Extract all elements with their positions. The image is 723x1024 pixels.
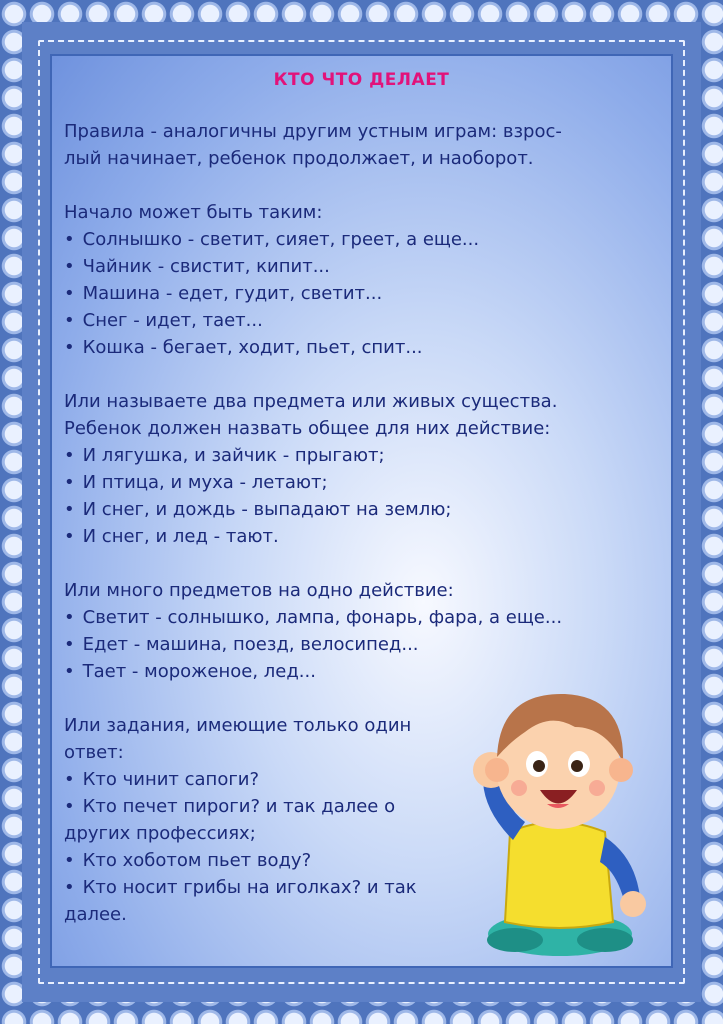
list-item: • Кошка - бегает, ходит, пьет, спит... <box>64 334 664 361</box>
section2-heading: Или называете два предмета или живых существа. <box>64 391 558 412</box>
list-item-continuation: других профессиях; <box>64 823 256 844</box>
section2-heading: Ребенок должен назвать общее для них действие: <box>64 418 551 439</box>
list-item: • Светит - солнышко, лампа, фонарь, фара, а еще... <box>64 604 664 631</box>
list-item: • Кто хоботом пьет воду? <box>64 847 484 874</box>
intro-line: лый начинает, ребенок продолжает, и наоборот. <box>64 148 534 169</box>
section4-heading: ответ: <box>64 742 124 763</box>
list-item: • Машина - едет, гудит, светит... <box>64 280 664 307</box>
page-title: КТО ЧТО ДЕЛАЕТ <box>273 70 450 90</box>
list-item: • Чайник - свистит, кипит... <box>64 253 664 280</box>
list-item: • И птица, и муха - летают; <box>64 469 664 496</box>
list-item: • И лягушка, и зайчик - прыгают; <box>64 442 664 469</box>
section1-heading: Начало может быть таким: <box>64 202 323 223</box>
list-item: • Тает - мороженое, лед... <box>64 658 664 685</box>
list-item: • И снег, и лед - тают. <box>64 523 664 550</box>
list-item: • Солнышко - светит, сияет, греет, а еще... <box>64 226 664 253</box>
list-item-continuation: далее. <box>64 904 127 925</box>
list-item: • Кто носит грибы на иголках? и так <box>64 874 484 901</box>
waving-boy-illustration <box>455 672 655 962</box>
list-item: • Кто печет пироги? и так далее о <box>64 793 484 820</box>
list-item: • Кто чинит сапоги? <box>64 766 484 793</box>
list-item: • Едет - машина, поезд, велосипед... <box>64 631 664 658</box>
intro-line: Правила - аналогичны другим устным играм: взрос- <box>64 121 562 142</box>
list-item: • Снег - идет, тает... <box>64 307 664 334</box>
section3-heading: Или много предметов на одно действие: <box>64 580 454 601</box>
list-item: • И снег, и дождь - выпадают на землю; <box>64 496 664 523</box>
section4-heading: Или задания, имеющие только один <box>64 715 412 736</box>
